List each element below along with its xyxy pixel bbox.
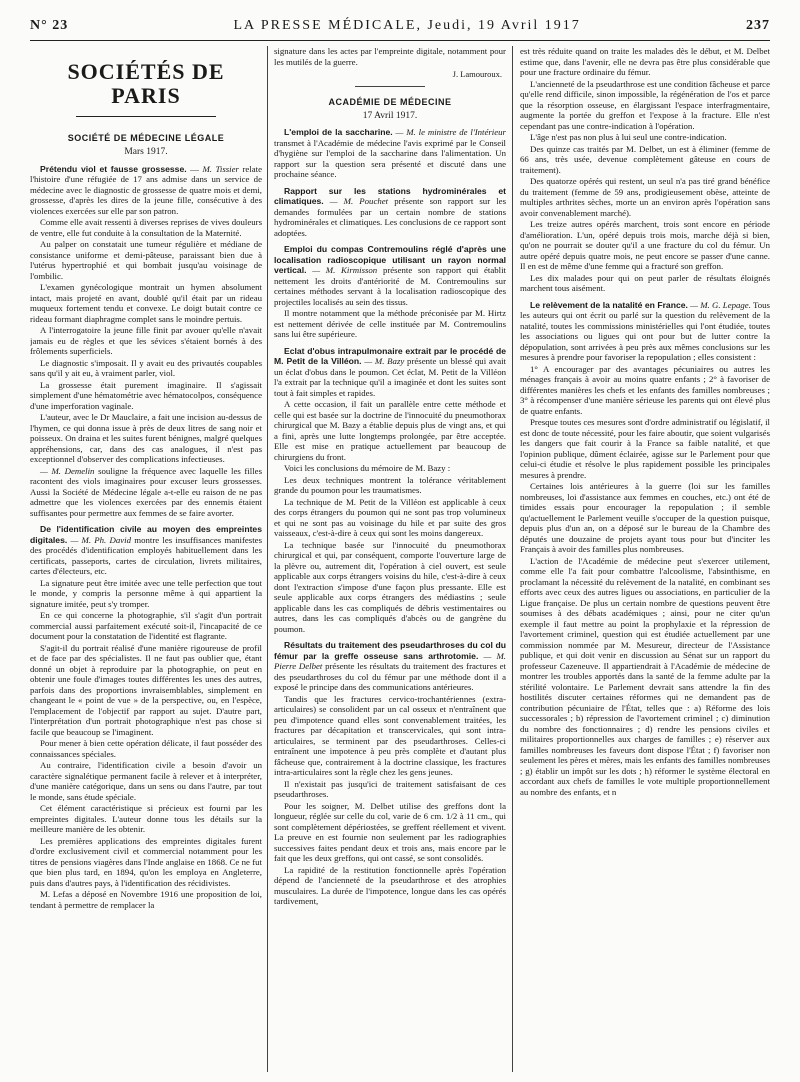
article-author: — M. Pouchet	[329, 196, 389, 206]
paragraph: Voici les conclusions du mémoire de M. Bazy :	[284, 463, 451, 473]
article-author: — M. Pierre Delbet	[274, 650, 506, 671]
paragraph: Il montre notamment que la méthode préconisée par M. Hirtz est nettement dérivée de celle instituée par M. Contremoulins sans lui être supérieure.	[274, 308, 506, 339]
paragraph-text: transmet à l'Académie de médecine l'avis exprimé par le Conseil d'hygiène sur l'emploi de la saccharine dans l'alimentation. Un rapport sur la question sera présenté et discuté dans une prochaine séance.	[274, 137, 506, 179]
paragraph-text: présente son rapport qui établit nettement les droits d'antériorité de M. Contremoulins sur certaines méthodes servant à la localisation radioscopique des projectiles localisés au sein des tissus.	[274, 265, 506, 307]
paragraph: A cette occasion, il fait un parallèle entre cette méthode et celle qui est basée sur la doctrine de l'innocuité du pneumothorax chirurgical que M. Bazy a établie depuis plus de vingt ans, et qui a fini, après une lutte longtemps prolongée, par être acceptée. Elle est mise en pratique actuellement par beaucoup de chirurgiens du front.	[274, 399, 506, 462]
article-title: Prétendu viol et fausse grossesse.	[40, 163, 187, 174]
section-date: 17 Avril 1917.	[362, 110, 418, 121]
paragraph	[274, 640, 506, 693]
column-3	[520, 46, 770, 1076]
paragraph: Presque toutes ces mesures sont d'ordre administratif ou législatif, il est donc de toute nécessité, pour les faire aboutir, que soient vulgarisés les dangers que fait courir à la France sa faible natalité, et que l'opinion publique, dûment éclairée, agisse sur le Parlement pour que celui-ci étudie et résolve le plus rapidement possible les principales mesures à prendre.	[520, 417, 770, 480]
page-number: 237	[746, 18, 770, 33]
paragraph: L'examen gynécologique montrait un hymen absolument intact, mais projeté en avant, doublé qu'il était par un rideau muqueux fortement tendu et convexe. Le doigt butait contre ce rideau formant diaphragme complet sans le moindre pertuis.	[30, 282, 262, 324]
paragraph	[274, 346, 506, 399]
title-rule	[76, 116, 215, 117]
paragraph: Les deux techniques montrent la tolérance véritablement grande du poumon pour les traumatismes.	[274, 474, 506, 495]
paragraph: En ce qui concerne la photographie, s'il s'agit d'un portrait commercial aussi parfaitement exécuté soit-il, l'incapacité de ce document pour la constatation de l'identité est flagrante.	[30, 610, 262, 641]
article-author: — M. Demelin	[40, 465, 95, 476]
section-title: SOCIÉTÉ DE MÉDECINE LÉGALE	[67, 133, 225, 143]
paragraph: La signature peut être imitée avec une telle perfection que tout le monde, y compris la personne même à qui appartient la signature imitée, peut s'y tromper.	[30, 577, 262, 609]
section-date: Mars 1917.	[124, 147, 168, 157]
paragraph: M. Lefas a déposé en Novembre 1916 une proposition de loi, tendant à permettre de remplacer la	[30, 889, 262, 910]
paragraph	[274, 244, 506, 307]
paragraph: La technique basée sur l'innocuité du pneumothorax chirurgical et qui, par conséquent, comporte l'ouverture large de la plèvre ou, autrement dit, l'opération à ciel ouvert, est seule applicable aux corps étrangers voisins du hile, c'est-à-dire à ceux dont l'extraction s'impose d'une façon plus pressante. Elle est seule applicable aux corps étrangers des médiastins ; seule applicable dans les cas compliqués de débris vestimentaires ou autres, dans les cas compliqués d'abcès ou de gangrène du poumon.	[274, 539, 506, 634]
paragraph: Cet élément caractéristique si précieux est fourni par les empreintes digitales. L'auteur donne tous les détails sur la meilleure manière de les obtenir.	[30, 803, 262, 834]
paragraph: est très réduite quand on traite les malades dès le début, et M. Delbet estime que, dans l'avenir, elle ne devra pas être plus considérable que pour une fracture ordinaire du fémur.	[520, 46, 770, 77]
paragraph: Les treize autres opérés marchent, trois sont encore en période d'amélioration. L'un, opéré depuis trois mois, marche déjà si bien, qu'on ne pourrait se douter qu'il a une fracture du col du fémur. Un autre opéré depuis quatre mois, ne peut encore se passer d'une canne. Il en est de même d'une femme qui a fracturé son greffon.	[520, 219, 770, 271]
paragraph: La technique de M. Petit de la Villéon est applicable à ceux des corps étrangers du poumon qui ne sont pas trop volumineux et qui ne sont pas au voisinage du hile et par suite des gros vaisseaux, c'est-à-dire à ceux qui sont les moins dangereux.	[274, 496, 506, 538]
paragraph: Comme elle avait ressenti à diverses reprises de vives douleurs de ventre, elle fut conduite à la consultation de la Maternité.	[30, 217, 262, 238]
paragraph	[520, 300, 770, 363]
paragraph-text: présente un blessé qui avait un éclat d'obus dans le poumon. Cet éclat, M. Petit de la Villéon l'a extrait par la technique qu'il a imaginée et dont les suites sont tout à fait simples et rapides.	[274, 356, 506, 398]
paragraph	[30, 524, 262, 577]
paragraph: L'auteur, avec le Dr Mauclaire, a fait une incision au-dessus de l'hymen, ce qui donna issue à près de deux litres de sang noir et poisseux. On draina et les suites furent bénignes, malgré quelques appréhensions, car, dans des cas analogues, il n'est pas exceptionnel d'observer des complications infectieuses.	[30, 412, 262, 464]
article-title: Emploi du compas Contremoulins réglé d'après une localisation radioscopique utilisant un rayon normal vertical.	[274, 244, 506, 275]
paragraph: Pour mener à bien cette opération délicate, il faut posséder des connaissances spéciales.	[30, 738, 262, 759]
paragraph: La rapidité de la restitution fonctionnelle après l'opération dépend de l'ancienneté de la pseudarthrose et des atrophies musculaires. La durée de l'impotence, longue dans les cas opérés tardivement,	[274, 864, 506, 906]
article-author: — M. Ph. David	[70, 534, 131, 545]
column-divider	[267, 46, 268, 1072]
paragraph: S'agit-il du portrait réalisé d'une manière rigoureuse de profil et de face par des spécialistes. Il ne faut pas oublier que, étant donné un objet à reproduire par la photographie, on peut en obtenir une foule d'images toutes différentes les unes des autres, parfois dans des proportions invraisemblables, simplement en changeant le « point de vue » de la perspective, ou, en l'espèce, l'emplacement de l'objectif par rapport au sujet. D'autre part, l'interprétation d'un portrait photographique n'est pas chose si facile que beaucoup se l'imaginent.	[30, 642, 262, 737]
paragraph	[274, 127, 506, 180]
article-author: — M. le ministre de l'Intérieur	[395, 127, 506, 137]
paragraph: Certaines lois antérieures à la guerre (loi sur les familles nombreuses, loi d'assistance aux femmes en couches, etc.) ont été de timides essais pour encourager la repopulation ; il semble qu'actuellement le Parlement veuille s'occuper de la question puisque, depuis plus d'un an, on a déposé sur le bureau de la Chambre des députés une douzaine de projets ayant tous pour but d'inciter les Français à avoir des familles plus nombreuses.	[520, 481, 770, 554]
paragraph: Des quatorze opérés qui restent, un seul n'a pas tiré grand bénéfice du traitement (femme de 59 ans, prodigieusement obèse, atteinte de multiples arthrites sèches, morte un an environ après l'opération sans avoir convenablement marché).	[520, 176, 770, 218]
journal-title: LA PRESSE MÉDICALE, Jeudi, 19 Avril 1917	[233, 18, 581, 33]
paragraph: Prétendu viol et fausse grossesse. — M. Tissier relate l'histoire d'une réfugiée de 17 ans admise dans un service de médecine avec le diagnostic de grossesse de quatre mois et demi, grossesse, d'après les dires de la jeune fille, consécutive à des violences exercées sur elle par son patron.	[30, 163, 262, 216]
column-1	[30, 46, 262, 1076]
article-title: Résultats du traitement des pseudarthroses du col du fémur par la greffe osseuse sans arthrotomie.	[274, 640, 506, 661]
paragraph: Tandis que les fractures cervico-trochantériennes (extra-articulaires) se consolident par un cal osseux et n'entraînent que peu d'impotence quand elles sont convenablement traitées, les fractures par décapitation et transcervicales, qui sont intra-articulaires, se terminent par des pseudarthroses. Celles-ci entraînent une impotence à peu près complète et d'autant plus fâcheuse que, contrairement à la doctrine classique, les fractures intra-articulaires sont la règle chez les gens jeunes.	[274, 693, 506, 777]
paragraph	[274, 186, 506, 239]
paragraph: Il n'existait pas jusqu'ici de traitement satisfaisant de ces pseudarthroses.	[274, 778, 506, 799]
paragraph-text: Tous les auteurs qui ont écrit ou parlé sur la question du relèvement de la natalité, toutes les commissions ministérielles qui l'ont étudiée, toutes les associations ou ligues qui ont pour but de lutter contre la dépopulation, sont arrivées à peu près aux mêmes conclusions sur les mesures à prendre pour favoriser la repopulation ; elles consistent :	[520, 299, 770, 362]
paragraph: L'ancienneté de la pseudarthrose est une condition fâcheuse et parce qu'elle rend difficile, sinon impossible, la régénération de l'os et parce que la résorption osseuse, en élargissant l'espace interfragmentaire, augmente la portée du greffon et l'expose à la fracture. Elle n'est cependant pas une contre-indication à l'opération.	[520, 78, 770, 131]
article-author: — M. Bazy	[364, 356, 405, 366]
page-header	[30, 18, 770, 36]
paragraph: Au palper on constatait une tumeur régulière et médiane de consistance uniforme et demi-pâteuse, paraissant bien due à l'utérus hypertrophié et qui bombait jusqu'au voisinage de l'ombilic.	[30, 239, 262, 281]
article-author: M. Tissier	[202, 163, 239, 174]
paragraph: Au contraire, l'identification civile a besoin d'avoir un caractère signalétique permanent facile à relever et à interpréter, d'une manière catégorique, dans un sens ou dans l'autre, par tout le monde, sans étude spéciale.	[30, 760, 262, 802]
paragraph: A l'interrogatoire la jeune fille finit par avouer qu'elle n'avait jamais eu de règles et que les sévices s'étaient bornés à des frôlements superficiels.	[30, 325, 262, 356]
paragraph: Pour les soigner, M. Delbet utilise des greffons dont la longueur, réglée sur celle du col, varie de 6 cm. 1/2 à 11 cm., qui sont complètement dépériostées, se greffent réellement et vivent. La preuve en est fournie non seulement par les radiographies successives faites pendant deux et trois ans, mais encore par le fait que les deux greffons, qui ont cassé, se sont consolidés.	[274, 800, 506, 863]
article-author: — M. G. Lepage.	[690, 299, 751, 310]
article-title: Le relèvement de la natalité en France.	[530, 299, 688, 310]
paragraph: Des quinze cas traités par M. Delbet, un est à éliminer (femme de 66 ans, très usée, devenue complètement gâteuse en cours de traitement).	[520, 143, 770, 175]
paragraph: L'action de l'Académie de médecine peut s'exercer utilement, comme elle l'a fait pour combattre l'alcoolisme, l'absinthisme, en proclamant la nécessité du relèvement de la natalité, en combinant ses efforts avec ceux des autres ligues ou associations, en particulier de la Ligue française. De plus un certain nombre de questions peuvent être soumises à des débats académiques ; ainsi, pour ne citer qu'un exemple il faut mettre au point la prophylaxie et la répression de l'avortement criminel, question qui est étudiée actuellement par une commission nommée par M. Mesureur, directeur de l'Assistance publique, et qui doit venir en discussion au Sénat sur un rapport du professeur Cazeneuve. Il appartiendrait à l'Académie de médecine de montrer les troubles apportés dans la santé de la femme adulte par la stérilité volontaire. Le Parlement devrait sans attendre la fin des hostilités discuter certaines réformes qui ne demandent pas de contribution pécuniaire de l'État, telles que : a) Réforme des lois successorales ; b) répression de l'avortement criminel ; c) diminution du nombre des fonctionnaires ; d) rendre les pensions civiles et militaires proportionnelles aux charges de familles ; e) réserver aux familles nombreuses les faveurs dont dispose l'État ; f) favoriser non seulement les pères et mères, mais les enfants des familles nombreuses ; g) établir un impôt sur les dots ; h) réformer le système électoral en accordant aux chefs de familles le vote multiple proportionnellement au nombre des enfants, et n	[520, 555, 770, 797]
paragraph-text: relate l'histoire d'une réfugiée de 17 ans admise dans un service de médecine avec le diagnostic de grossesse de quatre mois et demi, grossesse, d'après les dires de la jeune fille, consécutive à des violences exercées sur elle par son patron.	[30, 163, 262, 216]
paragraph: Les dix malades pour qui on peut parler de résultats éloignés marchent tous aisément.	[520, 272, 770, 293]
section-title: ACADÉMIE DE MÉDECINE	[328, 96, 452, 107]
paragraph: Le diagnostic s'imposait. Il y avait eu des privautés coupables sans qu'il y ait eu, à vraiment parler, viol.	[30, 357, 262, 378]
paragraph-text: présente son rapport sur les demandes formulées par un certain nombre de stations hydrominérales et climatiques. Les conclusions de ce rapport sont adoptées.	[274, 196, 506, 238]
paragraph: signature dans les actes par l'empreinte digitale, notamment pour les mutilés de la guerre.	[274, 46, 506, 67]
signature: J. Lamouroux.	[452, 69, 502, 79]
main-title: SOCIÉTÉS DE PARIS	[67, 59, 225, 108]
paragraph: 1° A encourager par des avantages pécuniaires ou autres les ménages français à avoir au moins quatre enfants ; 2° à favoriser de différentes manières les chefs et les enfants des familles nombreuses ; 3° à récompenser d'une manière sérieuse les parents qui ont élevé plus de quatre enfants.	[520, 363, 770, 416]
paragraph-text: présente les résultats du traitement des fractures et des pseudarthroses du col du fémur par une méthode dont il a exposé le principe dans des communications antérieures.	[274, 661, 506, 692]
paragraph: La grossesse était purement imaginaire. Il s'agissait simplement d'une hématométrie avec hématocolpos, conséquence d'une imperforation vaginale.	[30, 379, 262, 411]
section-rule	[355, 86, 425, 87]
header-rule	[30, 40, 770, 41]
article-title: Eclat d'obus intrapulmonaire extrait par le procédé de M. Petit de la Villéon.	[274, 345, 506, 366]
article-author: — M. Kirmisson	[312, 265, 378, 275]
paragraph	[30, 466, 262, 519]
article-title: Rapport sur les stations hydrominérales et climatiques.	[274, 185, 506, 206]
issue-number: N° 23	[30, 18, 69, 33]
column-divider	[512, 46, 513, 1072]
paragraph: L'âge n'est pas non plus à lui seul une contre-indication.	[530, 132, 727, 142]
article-title: De l'identification civile au moyen des empreintes digitales.	[30, 524, 262, 545]
paragraph-text: souligne la fréquence avec laquelle les filles racontent des viols imaginaires pour excuser leurs grossesses. Aussi la Société de Médecine légale a-t-elle eu raison de ne pas admettre que les violences exercées par des ennemis étaient suffisantes pour permettre aux femmes de se faire avorter.	[30, 465, 262, 518]
article-title: L'emploi de la saccharine.	[284, 127, 393, 137]
paragraph: Les premières applications des empreintes digitales furent d'ordre exclusivement civil et commercial notamment pour les titres de pensions viagères dans l'Inde anglaise en 1868. Ce ne fut que bien plus tard, en 1894, qu'on les employa en Angleterre, puis dans d'autres pays, à l'identification des récidivistes.	[30, 835, 262, 888]
paragraph-text: montre les insuffisances manifestes des procédés d'identification employés habituellement dans les certificats, passeports, cartes de circulation, livrets militaires, cartes d'électeurs, etc.	[30, 534, 262, 576]
column-2	[274, 46, 506, 1076]
